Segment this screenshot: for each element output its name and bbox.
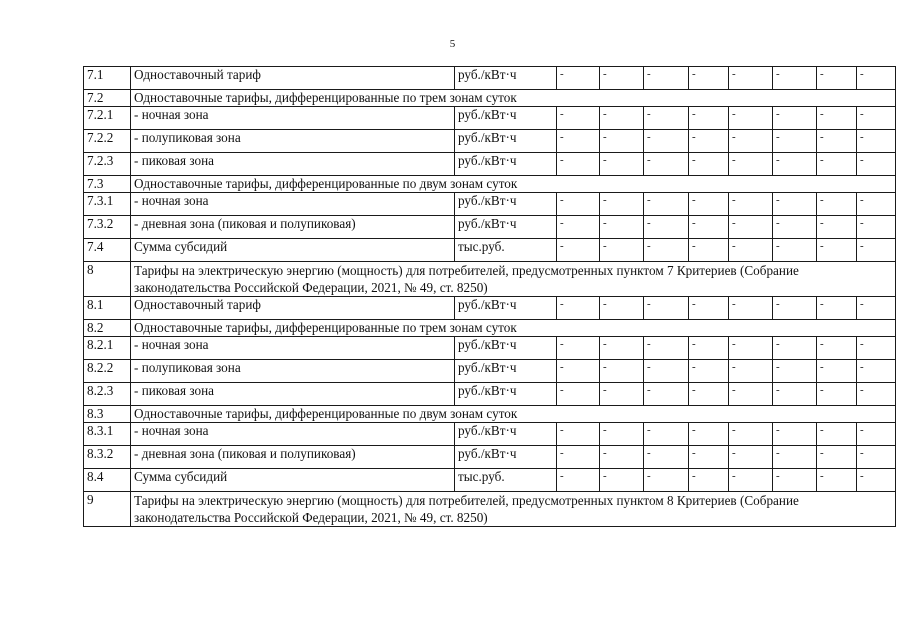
value-cell: - — [773, 337, 817, 360]
value-cell: - — [817, 239, 857, 262]
value-cell: - — [857, 446, 896, 469]
value-cell: - — [557, 67, 600, 90]
value-cell: - — [600, 383, 644, 406]
value-cell: - — [644, 469, 689, 492]
value-cell: - — [600, 297, 644, 320]
table-row — [84, 216, 896, 239]
value-cell: - — [557, 107, 600, 130]
value-cell: - — [729, 446, 773, 469]
value-cell: - — [644, 423, 689, 446]
value-cell: - — [600, 337, 644, 360]
row-number: 8.3 — [84, 406, 131, 423]
value-cell: - — [600, 360, 644, 383]
value-cell: - — [644, 383, 689, 406]
row-name: - полупиковая зона — [131, 360, 455, 383]
table-row — [84, 297, 896, 320]
row-number: 7.3.2 — [84, 216, 131, 239]
row-unit: руб./кВт·ч — [455, 297, 557, 320]
value-cell: - — [557, 130, 600, 153]
row-unit: руб./кВт·ч — [455, 423, 557, 446]
row-number: 8.2 — [84, 320, 131, 337]
group-title: Одноставочные тарифы, дифференцированные по трем зонам суток — [131, 320, 896, 337]
section-title: Тарифы на электрическую энергию (мощность) для потребителей, предусмотренных пунктом 8 Критериев (Собрание законодательства Российской Федерации, 2021, № 49, ст. 8250) — [131, 492, 896, 527]
value-cell: - — [600, 423, 644, 446]
value-cell: - — [689, 446, 729, 469]
value-cell: - — [600, 130, 644, 153]
row-name: Одноставочный тариф — [131, 297, 455, 320]
value-cell: - — [729, 469, 773, 492]
row-number: 7.3 — [84, 176, 131, 193]
table-row — [84, 337, 896, 360]
row-name: - ночная зона — [131, 423, 455, 446]
row-unit: руб./кВт·ч — [455, 446, 557, 469]
value-cell: - — [729, 383, 773, 406]
value-cell: - — [600, 239, 644, 262]
value-cell: - — [773, 446, 817, 469]
row-unit: руб./кВт·ч — [455, 216, 557, 239]
value-cell: - — [557, 153, 600, 176]
row-unit: руб./кВт·ч — [455, 193, 557, 216]
value-cell: - — [644, 446, 689, 469]
row-unit: руб./кВт·ч — [455, 130, 557, 153]
value-cell: - — [817, 383, 857, 406]
value-cell: - — [857, 107, 896, 130]
row-number: 8.2.1 — [84, 337, 131, 360]
row-name: - пиковая зона — [131, 383, 455, 406]
value-cell: - — [557, 383, 600, 406]
value-cell: - — [644, 239, 689, 262]
value-cell: - — [773, 193, 817, 216]
row-number: 7.2.1 — [84, 107, 131, 130]
row-number: 7.2 — [84, 90, 131, 107]
table-row — [84, 383, 896, 406]
value-cell: - — [817, 107, 857, 130]
group-title: Одноставочные тарифы, дифференцированные по трем зонам суток — [131, 90, 896, 107]
row-number: 8.2.3 — [84, 383, 131, 406]
row-number: 7.2.2 — [84, 130, 131, 153]
value-cell: - — [773, 107, 817, 130]
value-cell: - — [729, 67, 773, 90]
value-cell: - — [557, 446, 600, 469]
value-cell: - — [600, 67, 644, 90]
group-title: Одноставочные тарифы, дифференцированные по двум зонам суток — [131, 406, 896, 423]
value-cell: - — [857, 216, 896, 239]
table-row — [84, 469, 896, 492]
value-cell: - — [817, 297, 857, 320]
value-cell: - — [689, 360, 729, 383]
table-row — [84, 360, 896, 383]
value-cell: - — [689, 337, 729, 360]
section-row — [84, 262, 896, 297]
value-cell: - — [817, 423, 857, 446]
value-cell: - — [689, 239, 729, 262]
value-cell: - — [557, 469, 600, 492]
table-body — [84, 67, 896, 527]
value-cell: - — [817, 130, 857, 153]
row-unit: руб./кВт·ч — [455, 337, 557, 360]
value-cell: - — [689, 216, 729, 239]
row-name: - дневная зона (пиковая и полупиковая) — [131, 446, 455, 469]
section-row — [84, 492, 896, 527]
value-cell: - — [857, 193, 896, 216]
table-row — [84, 107, 896, 130]
value-cell: - — [857, 423, 896, 446]
row-number: 7.4 — [84, 239, 131, 262]
row-unit: тыс.руб. — [455, 239, 557, 262]
value-cell: - — [600, 193, 644, 216]
value-cell: - — [644, 337, 689, 360]
value-cell: - — [817, 469, 857, 492]
value-cell: - — [644, 107, 689, 130]
value-cell: - — [689, 297, 729, 320]
row-number: 7.1 — [84, 67, 131, 90]
row-number: 7.3.1 — [84, 193, 131, 216]
value-cell: - — [857, 383, 896, 406]
value-cell: - — [773, 130, 817, 153]
value-cell: - — [557, 193, 600, 216]
row-number: 8.4 — [84, 469, 131, 492]
group-header-row — [84, 320, 896, 337]
page-number: 5 — [449, 38, 456, 50]
value-cell: - — [644, 130, 689, 153]
value-cell: - — [729, 216, 773, 239]
value-cell: - — [817, 360, 857, 383]
value-cell: - — [773, 216, 817, 239]
row-unit: руб./кВт·ч — [455, 67, 557, 90]
value-cell: - — [557, 297, 600, 320]
row-unit: руб./кВт·ч — [455, 107, 557, 130]
table-row — [84, 239, 896, 262]
value-cell: - — [600, 216, 644, 239]
value-cell: - — [557, 239, 600, 262]
row-unit: руб./кВт·ч — [455, 153, 557, 176]
value-cell: - — [600, 107, 644, 130]
value-cell: - — [773, 469, 817, 492]
row-name: Одноставочный тариф — [131, 67, 455, 90]
row-name: Сумма субсидий — [131, 239, 455, 262]
value-cell: - — [857, 130, 896, 153]
value-cell: - — [729, 239, 773, 262]
table-row — [84, 153, 896, 176]
value-cell: - — [729, 337, 773, 360]
value-cell: - — [600, 469, 644, 492]
group-header-row — [84, 176, 896, 193]
value-cell: - — [773, 383, 817, 406]
value-cell: - — [689, 383, 729, 406]
table-row — [84, 193, 896, 216]
row-name: - ночная зона — [131, 337, 455, 360]
value-cell: - — [557, 423, 600, 446]
value-cell: - — [557, 337, 600, 360]
row-name: - полупиковая зона — [131, 130, 455, 153]
value-cell: - — [644, 216, 689, 239]
value-cell: - — [857, 469, 896, 492]
table-row — [84, 67, 896, 90]
value-cell: - — [729, 360, 773, 383]
row-unit: тыс.руб. — [455, 469, 557, 492]
value-cell: - — [644, 297, 689, 320]
section-number: 8 — [84, 262, 131, 297]
value-cell: - — [729, 297, 773, 320]
table-row — [84, 423, 896, 446]
value-cell: - — [773, 153, 817, 176]
group-header-row — [84, 90, 896, 107]
value-cell: - — [689, 153, 729, 176]
value-cell: - — [817, 153, 857, 176]
value-cell: - — [817, 216, 857, 239]
value-cell: - — [729, 153, 773, 176]
value-cell: - — [817, 67, 857, 90]
value-cell: - — [857, 337, 896, 360]
value-cell: - — [857, 239, 896, 262]
row-number: 8.1 — [84, 297, 131, 320]
value-cell: - — [857, 360, 896, 383]
group-header-row — [84, 406, 896, 423]
value-cell: - — [773, 423, 817, 446]
value-cell: - — [729, 423, 773, 446]
table-row — [84, 446, 896, 469]
section-number: 9 — [84, 492, 131, 527]
value-cell: - — [644, 153, 689, 176]
row-unit: руб./кВт·ч — [455, 360, 557, 383]
group-title: Одноставочные тарифы, дифференцированные по двум зонам суток — [131, 176, 896, 193]
value-cell: - — [644, 67, 689, 90]
row-name: - ночная зона — [131, 107, 455, 130]
value-cell: - — [689, 67, 729, 90]
value-cell: - — [773, 239, 817, 262]
value-cell: - — [689, 107, 729, 130]
value-cell: - — [557, 360, 600, 383]
row-name: - пиковая зона — [131, 153, 455, 176]
value-cell: - — [557, 216, 600, 239]
value-cell: - — [857, 153, 896, 176]
row-number: 7.2.3 — [84, 153, 131, 176]
value-cell: - — [644, 360, 689, 383]
value-cell: - — [729, 130, 773, 153]
value-cell: - — [689, 423, 729, 446]
value-cell: - — [689, 469, 729, 492]
section-title: Тарифы на электрическую энергию (мощность) для потребителей, предусмотренных пунктом 7 Критериев (Собрание законодательства Российской Федерации, 2021, № 49, ст. 8250) — [131, 262, 896, 297]
value-cell: - — [600, 446, 644, 469]
value-cell: - — [600, 153, 644, 176]
row-name: - ночная зона — [131, 193, 455, 216]
value-cell: - — [689, 193, 729, 216]
value-cell: - — [729, 193, 773, 216]
row-unit: руб./кВт·ч — [455, 383, 557, 406]
value-cell: - — [773, 297, 817, 320]
value-cell: - — [729, 107, 773, 130]
value-cell: - — [817, 193, 857, 216]
tariff-table — [83, 66, 896, 527]
row-number: 8.2.2 — [84, 360, 131, 383]
row-number: 8.3.2 — [84, 446, 131, 469]
value-cell: - — [817, 337, 857, 360]
row-name: - дневная зона (пиковая и полупиковая) — [131, 216, 455, 239]
value-cell: - — [817, 446, 857, 469]
table-row — [84, 130, 896, 153]
value-cell: - — [857, 67, 896, 90]
value-cell: - — [644, 193, 689, 216]
value-cell: - — [857, 297, 896, 320]
row-name: Сумма субсидий — [131, 469, 455, 492]
value-cell: - — [773, 67, 817, 90]
value-cell: - — [689, 130, 729, 153]
value-cell: - — [773, 360, 817, 383]
row-number: 8.3.1 — [84, 423, 131, 446]
